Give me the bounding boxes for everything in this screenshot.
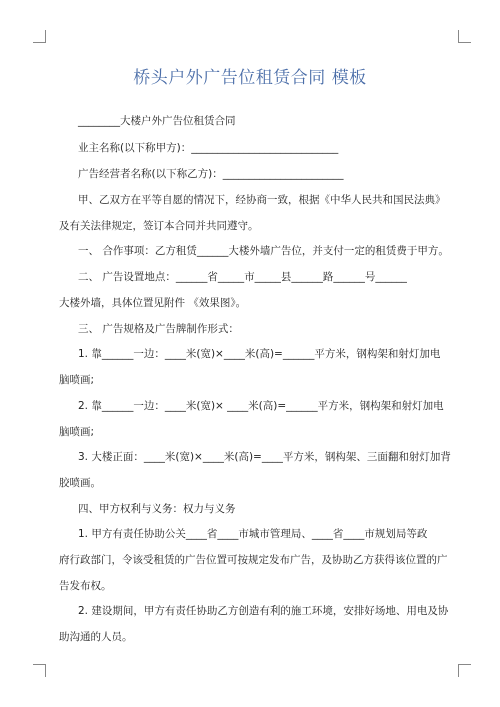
clause-3-item-1-line-2: 脑喷画; bbox=[59, 374, 95, 386]
preamble-line-2: 及有关法律规定，签订本合同并共同遵守。 bbox=[59, 220, 259, 232]
clause-4-item-2-line-1: 2. 建设期间，甲方有责任协助乙方创造有利的施工环境，安排好场地、用电及协 bbox=[78, 605, 449, 617]
clause-2-line-2: 大楼外墙，具体位置见附件 《效果图》。 bbox=[59, 297, 247, 309]
crop-mark-top-right bbox=[458, 30, 471, 43]
clause-4-item-1-line-1: 1. 甲方有责任协助公关____省____市城市管理局、____省____市规划局等政 bbox=[78, 528, 428, 540]
clause-3-item-1-line-1: 1. 靠______一边：____米(宽)×____米(高)=______平方米，钢构架和射灯加电 bbox=[78, 348, 441, 360]
clause-4-item-2-line-2: 助沟通的人员。 bbox=[59, 631, 133, 643]
clause-4-item-1-line-3: 告发布权。 bbox=[59, 580, 112, 592]
preamble-line-1: 甲、乙双方在平等自愿的情况下，经协商一致，根据《中华人民共和国民法典》 bbox=[78, 194, 446, 206]
contract-heading: ________大楼户外广告位租赁合同 bbox=[78, 115, 236, 127]
clause-3-item-3-line-1: 3. 大楼正面：____米(宽)×____米(高)=____平方米，钢构架、三面翻和射灯加背 bbox=[78, 451, 451, 463]
clause-3-item-3-line-2: 胶喷画。 bbox=[59, 477, 101, 489]
party-a-field: 业主名称(以下称甲方)：____________________________ bbox=[78, 142, 339, 154]
clause-2-line-1: 二、 广告设置地点：______省_____市_____县______路______号______ bbox=[78, 271, 407, 283]
crop-mark-bottom-right bbox=[458, 664, 471, 677]
clause-4-item-1-line-2: 府行政部门，令该受租赁的广告位置可按规定发布广告，及协助乙方获得该位置的广 bbox=[59, 554, 448, 566]
clause-1: 一、 合作事项：乙方租赁______大楼外墙广告位，并支付一定的租赁费于甲方。 bbox=[78, 245, 449, 257]
clause-4-heading: 四、甲方权利与义务：权力与义务 bbox=[78, 503, 236, 515]
document-title: 桥头户外广告位租赁合同 模板 bbox=[133, 68, 367, 88]
party-b-field: 广告经营者名称(以下称乙方)：_______________________ bbox=[78, 168, 344, 180]
crop-mark-bottom-left bbox=[33, 664, 46, 677]
clause-3-item-2-line-2: 脑喷画; bbox=[59, 426, 95, 438]
clause-3-heading: 三、 广告规格及广告牌制作形式： bbox=[78, 323, 239, 335]
clause-3-item-2-line-1: 2. 靠______一边：____米(宽)× ____米(高)=______平方米，钢构架和射灯加电 bbox=[78, 400, 444, 412]
crop-mark-top-left bbox=[33, 30, 46, 43]
